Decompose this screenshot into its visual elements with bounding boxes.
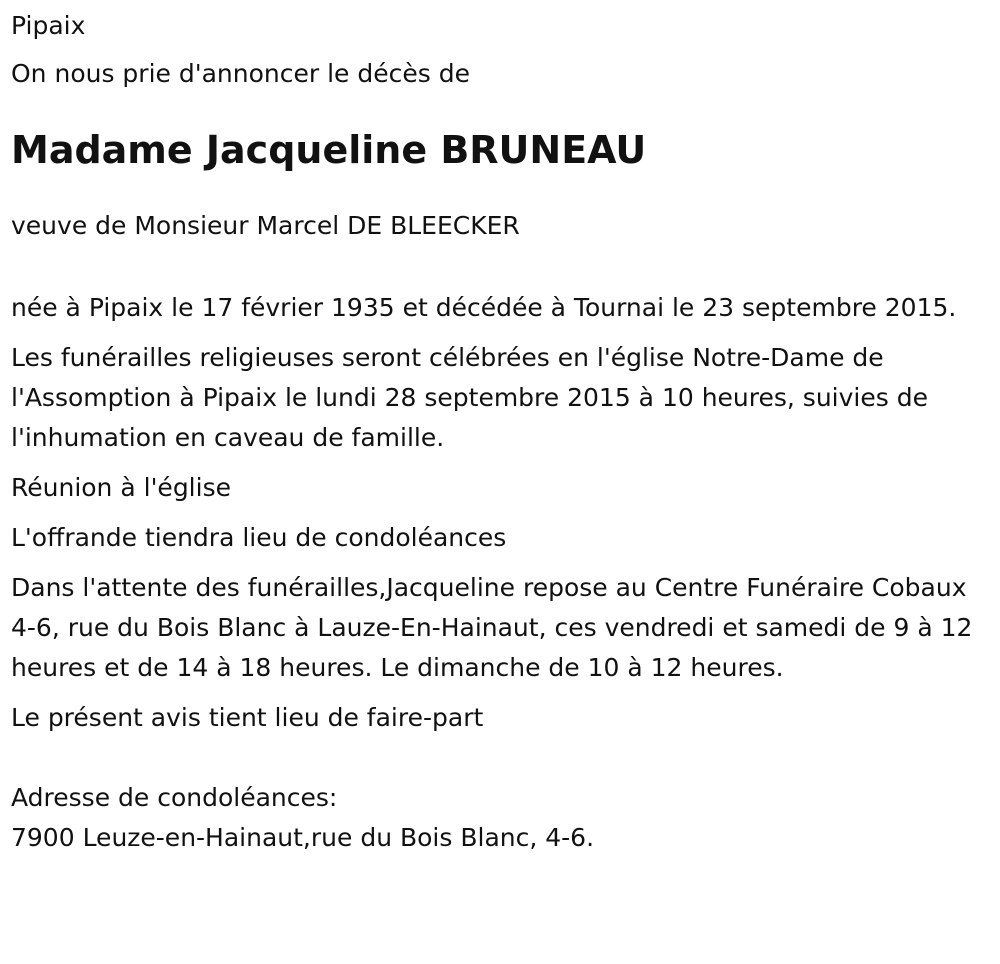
condolence-address: 7900 Leuze-en-Hainaut,rue du Bois Blanc, 4-6. bbox=[11, 823, 595, 852]
death-notice bbox=[11, 0, 981, 858]
notice-place: Pipaix bbox=[11, 11, 86, 40]
funeral-paragraph: Les funérailles religieuses seront célébrées en l'église Notre-Dame de l'Assomption à Pipaix le lundi 28 septembre 2015 à 10 heures, suivies de l'inhumation en caveau de famille. bbox=[11, 343, 928, 452]
faire-part-line: Le présent avis tient lieu de faire-part bbox=[11, 703, 484, 732]
notice-intro: On nous prie d'annoncer le décès de bbox=[11, 59, 470, 88]
offering-line: L'offrande tiendra lieu de condoléances bbox=[11, 523, 507, 552]
spouse-line: veuve de Monsieur Marcel DE BLEECKER bbox=[11, 211, 520, 240]
deceased-name: Madame Jacqueline BRUNEAU bbox=[11, 128, 647, 172]
birth-death-line: née à Pipaix le 17 février 1935 et décédée à Tournai le 23 septembre 2015. bbox=[11, 293, 957, 322]
meeting-line: Réunion à l'église bbox=[11, 473, 231, 502]
address-label: Adresse de condoléances: bbox=[11, 783, 338, 812]
visitation-paragraph: Dans l'attente des funérailles,Jacqueline repose au Centre Funéraire Cobaux 4-6, rue du Bois Blanc à Lauze-En-Hainaut, ces vendredi et samedi de 9 à 12 heures et de 14 à 18 heures. Le dimanche de 10 à 12 heures. bbox=[11, 573, 973, 682]
